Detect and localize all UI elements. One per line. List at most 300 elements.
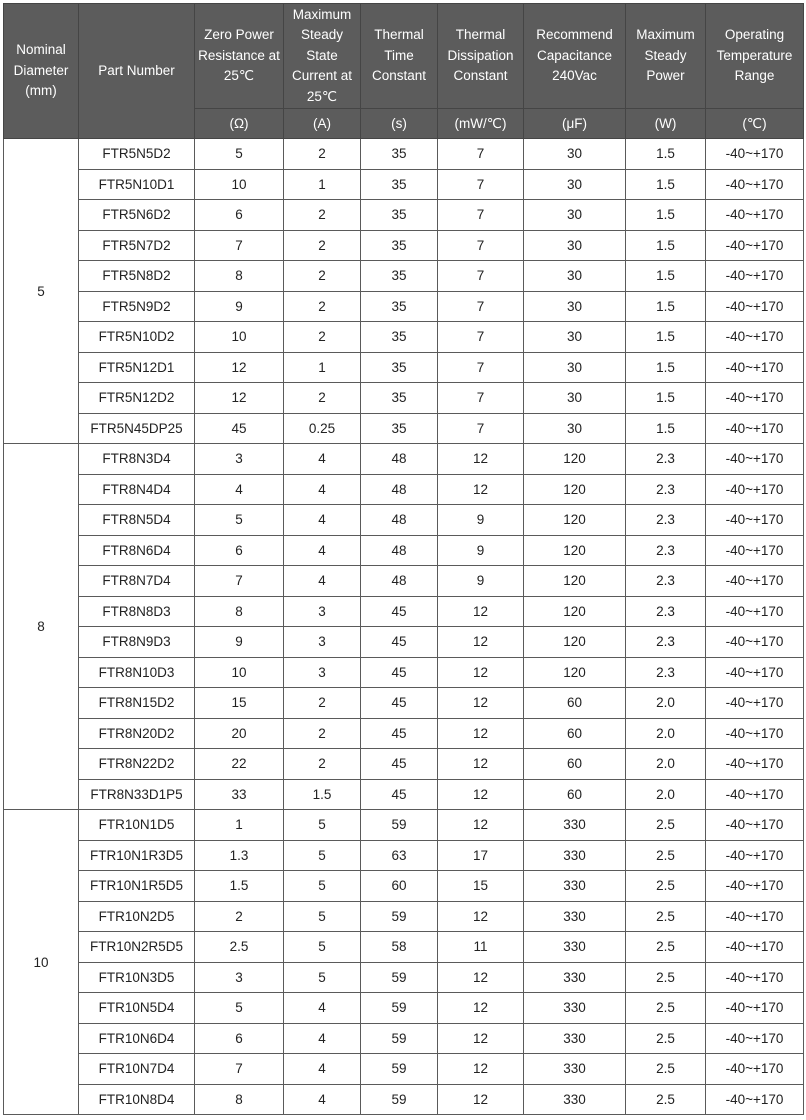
temperature-range-cell: -40~+170 (706, 1054, 804, 1085)
power-cell: 2.5 (626, 1054, 706, 1085)
dissipation-cell: 7 (438, 139, 524, 170)
capacitance-cell: 120 (524, 657, 626, 688)
part-number-cell: FTR8N8D3 (79, 596, 195, 627)
header-nominal-diameter: Nominal Diameter (mm) (4, 4, 79, 139)
current-cell: 2 (284, 291, 361, 322)
capacitance-cell: 330 (524, 901, 626, 932)
part-number-cell: FTR8N33D1P5 (79, 779, 195, 810)
unit-dissipation: (mW/℃) (438, 109, 524, 139)
resistance-cell: 8 (195, 1084, 284, 1115)
table-row (4, 261, 804, 292)
current-cell: 2 (284, 383, 361, 414)
dissipation-cell: 12 (438, 993, 524, 1024)
table-row (4, 474, 804, 505)
temperature-range-cell: -40~+170 (706, 688, 804, 719)
dissipation-cell: 12 (438, 596, 524, 627)
current-cell: 5 (284, 962, 361, 993)
capacitance-cell: 60 (524, 749, 626, 780)
part-number-cell: FTR8N5D4 (79, 505, 195, 536)
capacitance-cell: 120 (524, 535, 626, 566)
power-cell: 1.5 (626, 169, 706, 200)
resistance-cell: 9 (195, 291, 284, 322)
dissipation-cell: 12 (438, 657, 524, 688)
table-row (4, 139, 804, 170)
capacitance-cell: 60 (524, 688, 626, 719)
table-row (4, 444, 804, 475)
capacitance-cell: 60 (524, 779, 626, 810)
temperature-range-cell: -40~+170 (706, 139, 804, 170)
capacitance-cell: 30 (524, 352, 626, 383)
part-number-cell: FTR5N45DP25 (79, 413, 195, 444)
table-row (4, 779, 804, 810)
temperature-range-cell: -40~+170 (706, 322, 804, 353)
temperature-range-cell: -40~+170 (706, 749, 804, 780)
part-number-cell: FTR10N7D4 (79, 1054, 195, 1085)
temperature-range-cell: -40~+170 (706, 932, 804, 963)
time-constant-cell: 59 (361, 901, 438, 932)
resistance-cell: 10 (195, 322, 284, 353)
table-row (4, 901, 804, 932)
time-constant-cell: 35 (361, 139, 438, 170)
dissipation-cell: 7 (438, 169, 524, 200)
temperature-range-cell: -40~+170 (706, 413, 804, 444)
resistance-cell: 1.3 (195, 840, 284, 871)
resistance-cell: 5 (195, 993, 284, 1024)
current-cell: 4 (284, 993, 361, 1024)
unit-capacitance: (μF) (524, 109, 626, 139)
table-row (4, 413, 804, 444)
part-number-cell: FTR10N6D4 (79, 1023, 195, 1054)
current-cell: 0.25 (284, 413, 361, 444)
part-number-cell: FTR5N12D2 (79, 383, 195, 414)
temperature-range-cell: -40~+170 (706, 993, 804, 1024)
table-row (4, 627, 804, 658)
current-cell: 2 (284, 322, 361, 353)
part-number-cell: FTR8N20D2 (79, 718, 195, 749)
current-cell: 5 (284, 901, 361, 932)
temperature-range-cell: -40~+170 (706, 383, 804, 414)
dissipation-cell: 12 (438, 718, 524, 749)
dissipation-cell: 15 (438, 871, 524, 902)
power-cell: 2.5 (626, 901, 706, 932)
header-row (4, 4, 804, 109)
table-row (4, 688, 804, 719)
dissipation-cell: 9 (438, 566, 524, 597)
table-row (4, 596, 804, 627)
current-cell: 1 (284, 352, 361, 383)
table-row (4, 718, 804, 749)
part-number-cell: FTR8N4D4 (79, 474, 195, 505)
time-constant-cell: 45 (361, 718, 438, 749)
dissipation-cell: 9 (438, 535, 524, 566)
temperature-range-cell: -40~+170 (706, 291, 804, 322)
table-row (4, 383, 804, 414)
capacitance-cell: 330 (524, 962, 626, 993)
power-cell: 2.3 (626, 596, 706, 627)
power-cell: 1.5 (626, 291, 706, 322)
unit-temperature: (℃) (706, 109, 804, 139)
resistance-cell: 45 (195, 413, 284, 444)
part-number-cell: FTR10N1R5D5 (79, 871, 195, 902)
power-cell: 2.3 (626, 627, 706, 658)
temperature-range-cell: -40~+170 (706, 169, 804, 200)
time-constant-cell: 35 (361, 322, 438, 353)
table-row (4, 1084, 804, 1115)
dissipation-cell: 12 (438, 1084, 524, 1115)
resistance-cell: 33 (195, 779, 284, 810)
current-cell: 4 (284, 1023, 361, 1054)
current-cell: 2 (284, 688, 361, 719)
current-cell: 2 (284, 230, 361, 261)
time-constant-cell: 59 (361, 1023, 438, 1054)
table-row (4, 810, 804, 841)
dissipation-cell: 12 (438, 627, 524, 658)
current-cell: 5 (284, 871, 361, 902)
table-row (4, 657, 804, 688)
power-cell: 2.5 (626, 993, 706, 1024)
capacitance-cell: 30 (524, 200, 626, 231)
temperature-range-cell: -40~+170 (706, 1084, 804, 1115)
resistance-cell: 3 (195, 962, 284, 993)
temperature-range-cell: -40~+170 (706, 505, 804, 536)
time-constant-cell: 45 (361, 688, 438, 719)
temperature-range-cell: -40~+170 (706, 901, 804, 932)
part-number-cell: FTR10N2D5 (79, 901, 195, 932)
temperature-range-cell: -40~+170 (706, 352, 804, 383)
capacitance-cell: 330 (524, 810, 626, 841)
dissipation-cell: 7 (438, 261, 524, 292)
part-number-cell: FTR10N2R5D5 (79, 932, 195, 963)
time-constant-cell: 35 (361, 169, 438, 200)
table-row (4, 505, 804, 536)
power-cell: 1.5 (626, 200, 706, 231)
header-max-steady-current: Maximum Steady State Current at 25℃ (284, 4, 361, 109)
dissipation-cell: 12 (438, 962, 524, 993)
time-constant-cell: 48 (361, 535, 438, 566)
time-constant-cell: 35 (361, 383, 438, 414)
part-number-cell: FTR5N5D2 (79, 139, 195, 170)
current-cell: 4 (284, 535, 361, 566)
current-cell: 5 (284, 932, 361, 963)
resistance-cell: 5 (195, 139, 284, 170)
table-row (4, 932, 804, 963)
temperature-range-cell: -40~+170 (706, 261, 804, 292)
part-number-cell: FTR8N9D3 (79, 627, 195, 658)
table-row (4, 169, 804, 200)
capacitance-cell: 330 (524, 1023, 626, 1054)
table-row (4, 535, 804, 566)
dissipation-cell: 12 (438, 1023, 524, 1054)
power-cell: 1.5 (626, 383, 706, 414)
table-row (4, 871, 804, 902)
resistance-cell: 6 (195, 1023, 284, 1054)
part-number-cell: FTR5N12D1 (79, 352, 195, 383)
temperature-range-cell: -40~+170 (706, 627, 804, 658)
table-row (4, 749, 804, 780)
resistance-cell: 12 (195, 352, 284, 383)
temperature-range-cell: -40~+170 (706, 871, 804, 902)
dissipation-cell: 7 (438, 291, 524, 322)
current-cell: 4 (284, 505, 361, 536)
power-cell: 2.0 (626, 749, 706, 780)
power-cell: 2.3 (626, 474, 706, 505)
power-cell: 2.3 (626, 657, 706, 688)
power-cell: 2.0 (626, 688, 706, 719)
part-number-cell: FTR8N22D2 (79, 749, 195, 780)
part-number-cell: FTR8N6D4 (79, 535, 195, 566)
dissipation-cell: 7 (438, 352, 524, 383)
power-cell: 2.5 (626, 871, 706, 902)
capacitance-cell: 60 (524, 718, 626, 749)
current-cell: 3 (284, 657, 361, 688)
temperature-range-cell: -40~+170 (706, 230, 804, 261)
resistance-cell: 7 (195, 230, 284, 261)
power-cell: 2.5 (626, 1084, 706, 1115)
dissipation-cell: 12 (438, 474, 524, 505)
power-cell: 2.3 (626, 505, 706, 536)
dissipation-cell: 9 (438, 505, 524, 536)
resistance-cell: 8 (195, 261, 284, 292)
resistance-cell: 22 (195, 749, 284, 780)
dissipation-cell: 7 (438, 413, 524, 444)
current-cell: 3 (284, 627, 361, 658)
time-constant-cell: 59 (361, 1084, 438, 1115)
capacitance-cell: 330 (524, 993, 626, 1024)
capacitance-cell: 30 (524, 383, 626, 414)
time-constant-cell: 35 (361, 291, 438, 322)
dissipation-cell: 11 (438, 932, 524, 963)
table-row (4, 962, 804, 993)
power-cell: 1.5 (626, 139, 706, 170)
current-cell: 4 (284, 1054, 361, 1085)
nominal-diameter-cell: 8 (4, 444, 79, 810)
dissipation-cell: 12 (438, 901, 524, 932)
time-constant-cell: 58 (361, 932, 438, 963)
time-constant-cell: 45 (361, 627, 438, 658)
dissipation-cell: 12 (438, 749, 524, 780)
table-row (4, 200, 804, 231)
time-constant-cell: 35 (361, 413, 438, 444)
time-constant-cell: 45 (361, 657, 438, 688)
capacitance-cell: 30 (524, 291, 626, 322)
capacitance-cell: 30 (524, 413, 626, 444)
part-number-cell: FTR5N7D2 (79, 230, 195, 261)
part-number-cell: FTR8N15D2 (79, 688, 195, 719)
unit-current: (A) (284, 109, 361, 139)
time-constant-cell: 35 (361, 352, 438, 383)
part-number-cell: FTR10N3D5 (79, 962, 195, 993)
current-cell: 2 (284, 261, 361, 292)
current-cell: 4 (284, 566, 361, 597)
power-cell: 1.5 (626, 230, 706, 261)
resistance-cell: 6 (195, 535, 284, 566)
temperature-range-cell: -40~+170 (706, 718, 804, 749)
power-cell: 2.3 (626, 444, 706, 475)
resistance-cell: 5 (195, 505, 284, 536)
power-cell: 2.3 (626, 535, 706, 566)
resistance-cell: 15 (195, 688, 284, 719)
time-constant-cell: 45 (361, 779, 438, 810)
resistance-cell: 4 (195, 474, 284, 505)
unit-resistance: (Ω) (195, 109, 284, 139)
temperature-range-cell: -40~+170 (706, 200, 804, 231)
unit-time: (s) (361, 109, 438, 139)
nominal-diameter-cell: 5 (4, 139, 79, 444)
table-row (4, 840, 804, 871)
current-cell: 5 (284, 840, 361, 871)
resistance-cell: 3 (195, 444, 284, 475)
temperature-range-cell: -40~+170 (706, 566, 804, 597)
capacitance-cell: 120 (524, 505, 626, 536)
power-cell: 1.5 (626, 352, 706, 383)
power-cell: 2.5 (626, 840, 706, 871)
capacitance-cell: 120 (524, 566, 626, 597)
current-cell: 1 (284, 169, 361, 200)
capacitance-cell: 330 (524, 840, 626, 871)
current-cell: 4 (284, 474, 361, 505)
part-number-cell: FTR5N6D2 (79, 200, 195, 231)
dissipation-cell: 12 (438, 810, 524, 841)
capacitance-cell: 330 (524, 1054, 626, 1085)
ntc-thermistor-spec-table (3, 3, 804, 1115)
part-number-cell: FTR10N8D4 (79, 1084, 195, 1115)
header-max-steady-power: Maximum Steady Power (626, 4, 706, 109)
temperature-range-cell: -40~+170 (706, 474, 804, 505)
time-constant-cell: 35 (361, 261, 438, 292)
nominal-diameter-cell: 10 (4, 810, 79, 1115)
table-row (4, 993, 804, 1024)
capacitance-cell: 330 (524, 1084, 626, 1115)
current-cell: 3 (284, 596, 361, 627)
dissipation-cell: 7 (438, 230, 524, 261)
time-constant-cell: 35 (361, 230, 438, 261)
header-thermal-time-constant: Thermal Time Constant (361, 4, 438, 109)
capacitance-cell: 30 (524, 139, 626, 170)
capacitance-cell: 330 (524, 932, 626, 963)
time-constant-cell: 45 (361, 596, 438, 627)
capacitance-cell: 30 (524, 169, 626, 200)
capacitance-cell: 120 (524, 596, 626, 627)
table-row (4, 1054, 804, 1085)
current-cell: 4 (284, 1084, 361, 1115)
time-constant-cell: 35 (361, 200, 438, 231)
capacitance-cell: 30 (524, 322, 626, 353)
table-row (4, 291, 804, 322)
header-part-number: Part Number (79, 4, 195, 139)
resistance-cell: 10 (195, 657, 284, 688)
time-constant-cell: 59 (361, 810, 438, 841)
header-thermal-dissipation-constant: Thermal Dissipation Constant (438, 4, 524, 109)
power-cell: 2.5 (626, 962, 706, 993)
current-cell: 5 (284, 810, 361, 841)
temperature-range-cell: -40~+170 (706, 1023, 804, 1054)
resistance-cell: 7 (195, 1054, 284, 1085)
dissipation-cell: 12 (438, 779, 524, 810)
part-number-cell: FTR10N5D4 (79, 993, 195, 1024)
time-constant-cell: 48 (361, 444, 438, 475)
time-constant-cell: 59 (361, 993, 438, 1024)
temperature-range-cell: -40~+170 (706, 810, 804, 841)
part-number-cell: FTR5N8D2 (79, 261, 195, 292)
temperature-range-cell: -40~+170 (706, 657, 804, 688)
header-recommend-capacitance: Recommend Capacitance 240Vac (524, 4, 626, 109)
temperature-range-cell: -40~+170 (706, 444, 804, 475)
capacitance-cell: 330 (524, 871, 626, 902)
temperature-range-cell: -40~+170 (706, 840, 804, 871)
time-constant-cell: 48 (361, 566, 438, 597)
table-row (4, 1023, 804, 1054)
part-number-cell: FTR10N1D5 (79, 810, 195, 841)
resistance-cell: 1 (195, 810, 284, 841)
resistance-cell: 8 (195, 596, 284, 627)
time-constant-cell: 48 (361, 474, 438, 505)
capacitance-cell: 120 (524, 627, 626, 658)
current-cell: 2 (284, 749, 361, 780)
current-cell: 2 (284, 139, 361, 170)
time-constant-cell: 59 (361, 1054, 438, 1085)
temperature-range-cell: -40~+170 (706, 962, 804, 993)
dissipation-cell: 7 (438, 200, 524, 231)
temperature-range-cell: -40~+170 (706, 779, 804, 810)
temperature-range-cell: -40~+170 (706, 596, 804, 627)
power-cell: 1.5 (626, 413, 706, 444)
dissipation-cell: 17 (438, 840, 524, 871)
capacitance-cell: 120 (524, 444, 626, 475)
resistance-cell: 9 (195, 627, 284, 658)
power-cell: 2.0 (626, 779, 706, 810)
resistance-cell: 7 (195, 566, 284, 597)
part-number-cell: FTR8N7D4 (79, 566, 195, 597)
resistance-cell: 6 (195, 200, 284, 231)
part-number-cell: FTR8N3D4 (79, 444, 195, 475)
time-constant-cell: 45 (361, 749, 438, 780)
power-cell: 2.0 (626, 718, 706, 749)
temperature-range-cell: -40~+170 (706, 535, 804, 566)
dissipation-cell: 12 (438, 444, 524, 475)
power-cell: 2.3 (626, 566, 706, 597)
capacitance-cell: 30 (524, 261, 626, 292)
resistance-cell: 20 (195, 718, 284, 749)
capacitance-cell: 30 (524, 230, 626, 261)
current-cell: 2 (284, 200, 361, 231)
capacitance-cell: 120 (524, 474, 626, 505)
power-cell: 1.5 (626, 322, 706, 353)
table-row (4, 322, 804, 353)
current-cell: 4 (284, 444, 361, 475)
current-cell: 2 (284, 718, 361, 749)
dissipation-cell: 12 (438, 1054, 524, 1085)
resistance-cell: 12 (195, 383, 284, 414)
dissipation-cell: 7 (438, 322, 524, 353)
resistance-cell: 2.5 (195, 932, 284, 963)
part-number-cell: FTR5N10D1 (79, 169, 195, 200)
table-row (4, 230, 804, 261)
header-operating-temperature: Operating Temperature Range (706, 4, 804, 109)
unit-power: (W) (626, 109, 706, 139)
resistance-cell: 10 (195, 169, 284, 200)
time-constant-cell: 60 (361, 871, 438, 902)
part-number-cell: FTR8N10D3 (79, 657, 195, 688)
power-cell: 1.5 (626, 261, 706, 292)
power-cell: 2.5 (626, 810, 706, 841)
current-cell: 1.5 (284, 779, 361, 810)
time-constant-cell: 48 (361, 505, 438, 536)
table-row (4, 352, 804, 383)
resistance-cell: 1.5 (195, 871, 284, 902)
table-row (4, 566, 804, 597)
dissipation-cell: 12 (438, 688, 524, 719)
table-body (4, 139, 804, 1115)
